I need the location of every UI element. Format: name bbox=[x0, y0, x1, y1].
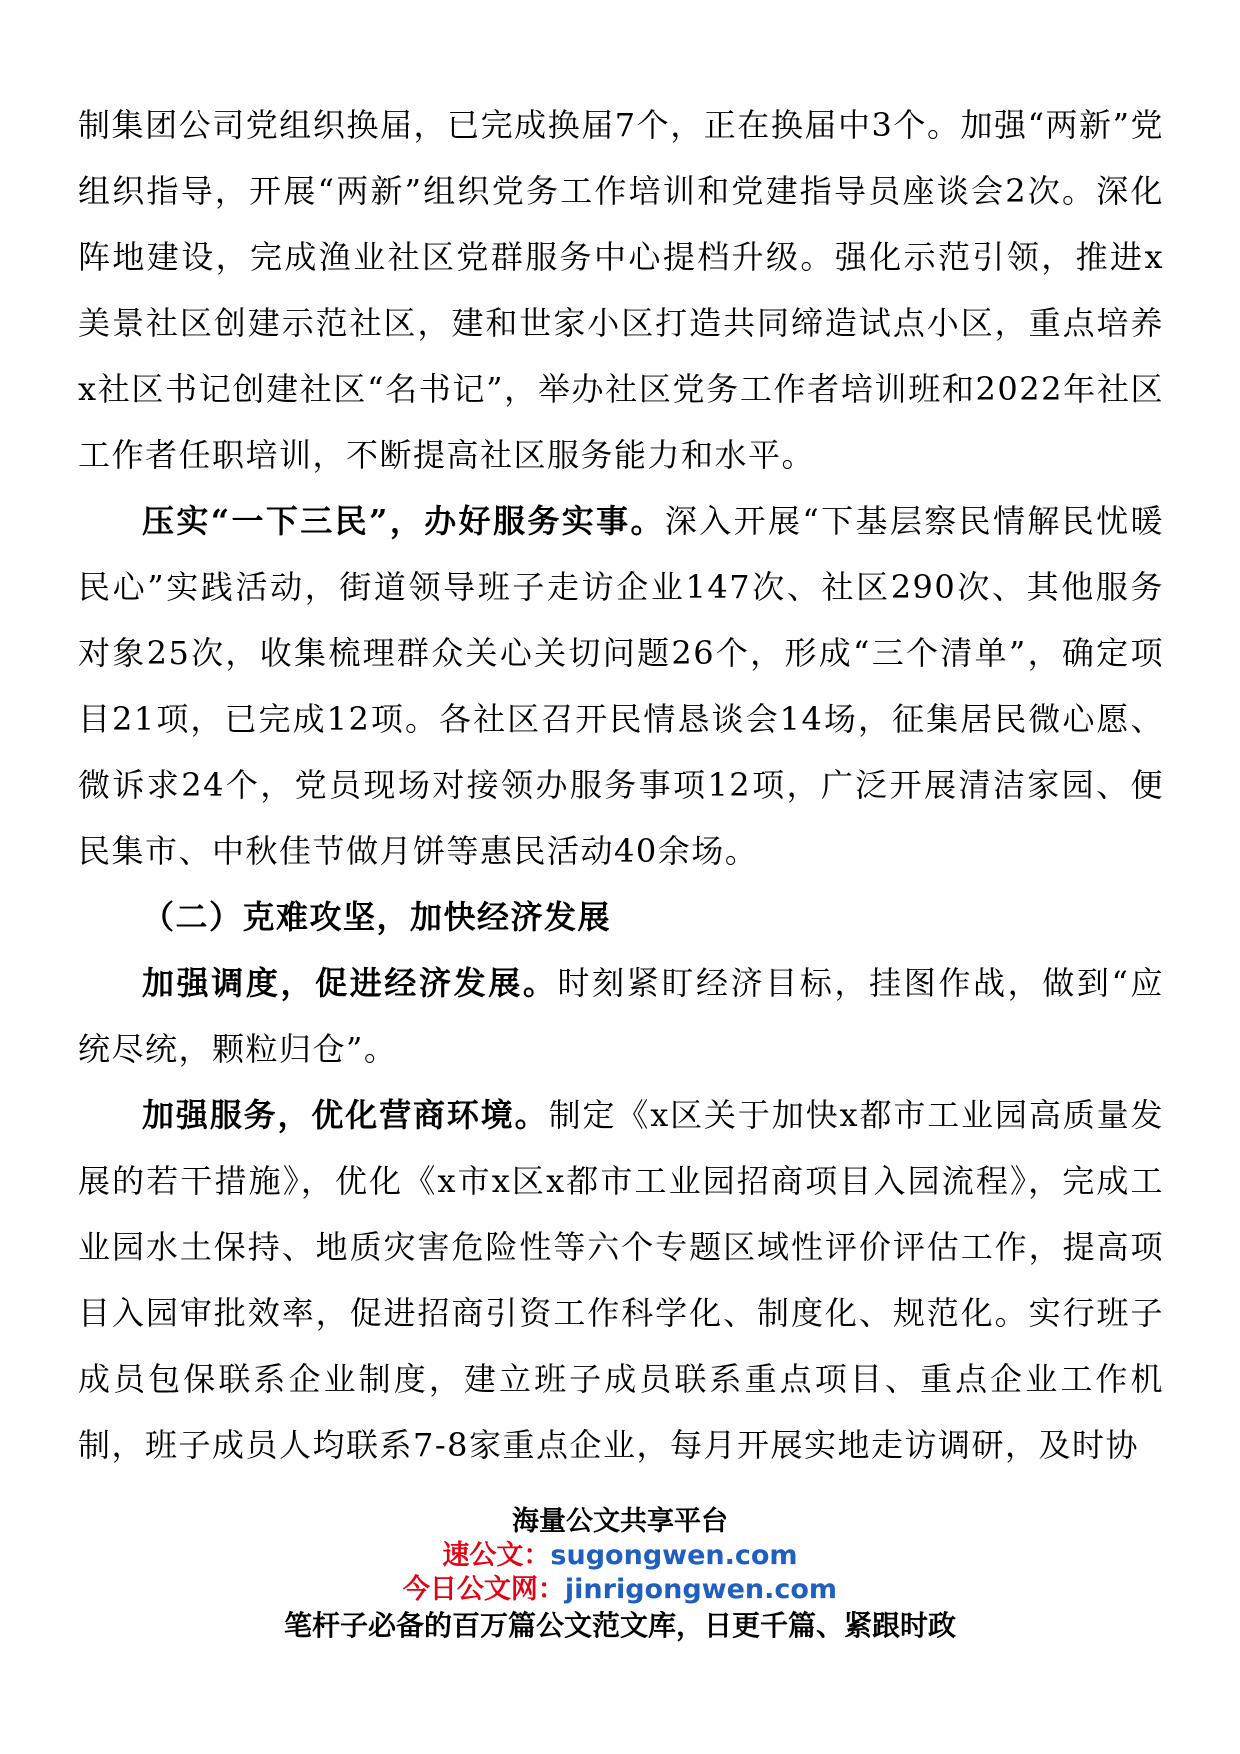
section-heading-2: （二）克难攻坚，加快经济发展 bbox=[142, 898, 612, 936]
footer-site-2 bbox=[0, 1573, 1240, 1607]
paragraph-2-body: 深入开展“下基层察民情解民忧暖民心”实践活动，街道领导班子走访企业147次、社区290次、其他服务对象25次，收集梳理群众关心关切问题26个，形成“三个清单”，确定项目21项，已完成12项。各社区召开民情恳谈会14场，征集居民微心愿、微诉求24个，党员现场对接领办服务事项12项，广泛开展清洁家园、便民集市、中秋佳节做月饼等惠民活动40余场。 bbox=[78, 502, 1164, 870]
paragraph-1-text: 制集团公司党组织换届，已完成换届7个，正在换届中3个。加强“两新”党组织指导，开展“两新”组织党务工作培训和党建指导员座谈会2次。深化阵地建设，完成渔业社区党群服务中心提档升级。强化示范引领，推进x美景社区创建示范社区，建和世家小区打造共同缔造试点小区，重点培养x社区书记创建社区“名书记”，举办社区党务工作者培训班和2022年社区工作者任职培训，不断提高社区服务能力和水平。 bbox=[78, 106, 1164, 474]
paragraph-3-body: 时刻紧盯经济目标，挂图作战，做到“应统尽统，颗粒归仓”。 bbox=[78, 964, 1164, 1068]
footer-site-1-url[interactable]: sugongwen.com bbox=[550, 1540, 798, 1571]
paragraph-2-lead: 压实“一下三民”，办好服务实事。 bbox=[142, 502, 665, 540]
paragraph-1 bbox=[78, 92, 1164, 488]
paragraph-3-lead: 加强调度，促进经济发展。 bbox=[142, 964, 558, 1002]
footer-site-2-label: 今日公文网： bbox=[402, 1574, 565, 1605]
document-body bbox=[78, 92, 1164, 1478]
paragraph-3 bbox=[78, 950, 1164, 1082]
paragraph-2 bbox=[78, 488, 1164, 884]
footer-site-1 bbox=[0, 1539, 1240, 1573]
paragraph-4-lead: 加强服务，优化营商环境。 bbox=[142, 1096, 549, 1134]
footer-site-2-url[interactable]: jinrigongwen.com bbox=[564, 1574, 838, 1605]
footer-site-1-label: 速公文： bbox=[442, 1540, 551, 1571]
paragraph-4-body: 制定《x区关于加快x都市工业园高质量发展的若干措施》，优化《x市x区x都市工业园招商项目入园流程》，完成工业园水土保持、地质灾害危险性等六个专题区域性评价评估工作，提高项目入园审批效率，促进招商引资工作科学化、制度化、规范化。实行班子成员包保联系企业制度，建立班子成员联系重点项目、重点企业工作机制，班子成员人均联系7-8家重点企业，每月开展实地走访调研，及时协 bbox=[78, 1096, 1164, 1464]
promo-footer bbox=[0, 1505, 1240, 1645]
footer-slogan: 笔杆子必备的百万篇公文范文库，日更千篇、紧跟时政 bbox=[283, 1609, 956, 1642]
paragraph-4 bbox=[78, 1082, 1164, 1478]
footer-title: 海量公文共享平台 bbox=[512, 1506, 728, 1537]
